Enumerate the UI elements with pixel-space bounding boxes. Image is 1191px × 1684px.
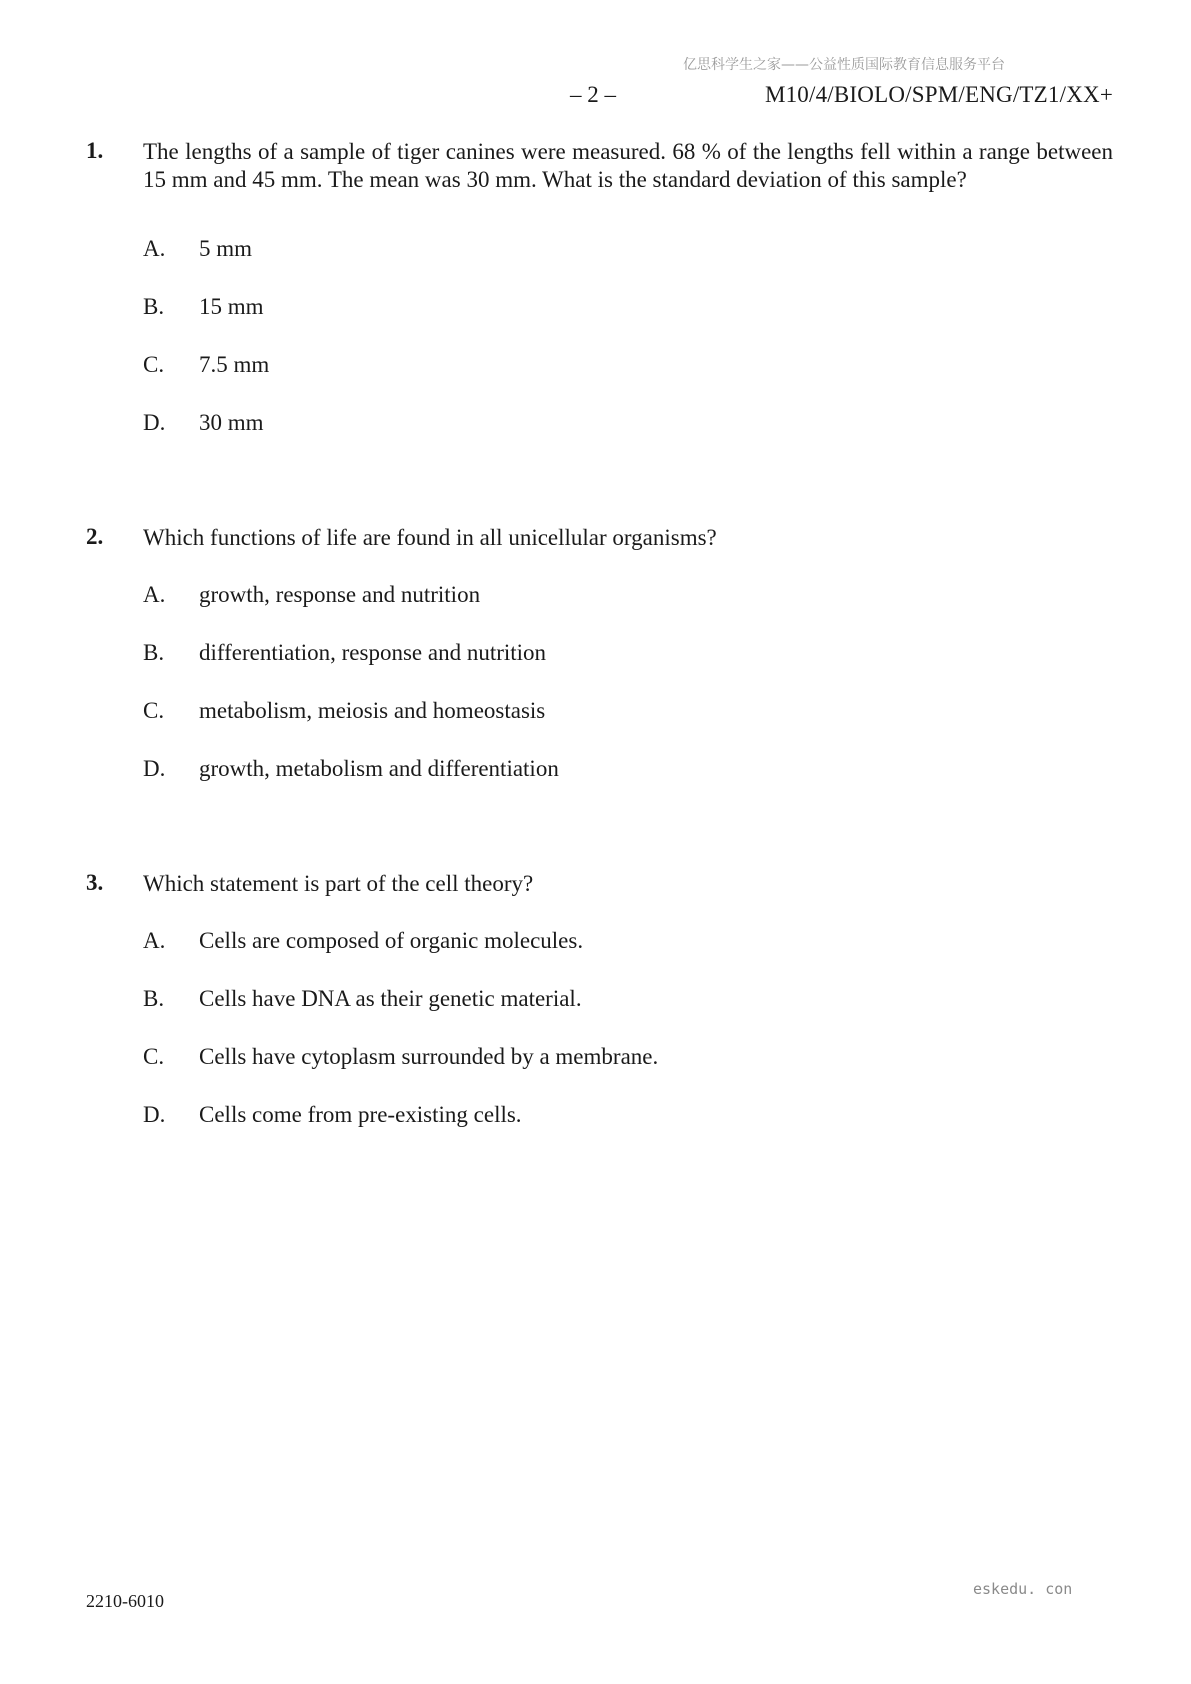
option-d <box>143 756 559 782</box>
option-text: 5 mm <box>199 236 253 261</box>
option-a <box>143 582 480 608</box>
option-c <box>143 1044 658 1070</box>
option-text: Cells are composed of organic molecules. <box>199 928 584 953</box>
option-letter: A. <box>143 928 166 953</box>
option-letter: D. <box>143 410 166 435</box>
option-letter: B. <box>143 986 165 1011</box>
exam-code: M10/4/BIOLO/SPM/ENG/TZ1/XX+ <box>764 82 1113 107</box>
option-letter: A. <box>143 236 166 261</box>
option-letter: D. <box>143 756 166 781</box>
option-letter: B. <box>143 640 165 665</box>
option-a <box>143 928 583 954</box>
footer-watermark: eskedu. con <box>973 1580 1073 1598</box>
question-text: Which statement is part of the cell theory? <box>143 871 534 896</box>
option-letter: C. <box>143 352 165 377</box>
option-text: growth, metabolism and differentiation <box>199 756 559 781</box>
question-number: 1. <box>86 138 104 163</box>
question-text: The lengths of a sample of tiger canines were measured. 68 % of the lengths fell within a range between 15 mm and 45 mm. The mean was 30 mm. What is the standard deviation of this sample? <box>143 139 1113 192</box>
option-c <box>143 698 545 724</box>
option-d <box>143 410 264 436</box>
question-number: 2. <box>86 524 104 549</box>
option-b <box>143 986 582 1012</box>
option-text: growth, response and nutrition <box>199 582 481 607</box>
option-a <box>143 236 252 262</box>
option-letter: C. <box>143 698 165 723</box>
option-letter: C. <box>143 1044 165 1069</box>
question-number: 3. <box>86 870 104 895</box>
option-b <box>143 640 546 666</box>
option-text: differentiation, response and nutrition <box>199 640 547 665</box>
option-text: Cells have DNA as their genetic material. <box>199 986 582 1011</box>
option-text: Cells come from pre-existing cells. <box>199 1102 522 1127</box>
option-letter: B. <box>143 294 165 319</box>
option-c <box>143 352 269 378</box>
footer-code: 2210-6010 <box>86 1591 164 1611</box>
option-letter: D. <box>143 1102 166 1127</box>
option-d <box>143 1102 522 1128</box>
page-number: – 2 – <box>570 82 616 107</box>
option-text: 7.5 mm <box>199 352 270 377</box>
option-text: 30 mm <box>199 410 264 435</box>
question-text: Which functions of life are found in all unicellular organisms? <box>143 525 717 550</box>
option-text: 15 mm <box>199 294 264 319</box>
option-letter: A. <box>143 582 166 607</box>
option-text: Cells have cytoplasm surrounded by a membrane. <box>199 1044 659 1069</box>
option-text: metabolism, meiosis and homeostasis <box>199 698 546 723</box>
option-b <box>143 294 264 320</box>
header-watermark: 亿思科学生之家——公益性质国际教育信息服务平台 <box>683 57 1005 73</box>
